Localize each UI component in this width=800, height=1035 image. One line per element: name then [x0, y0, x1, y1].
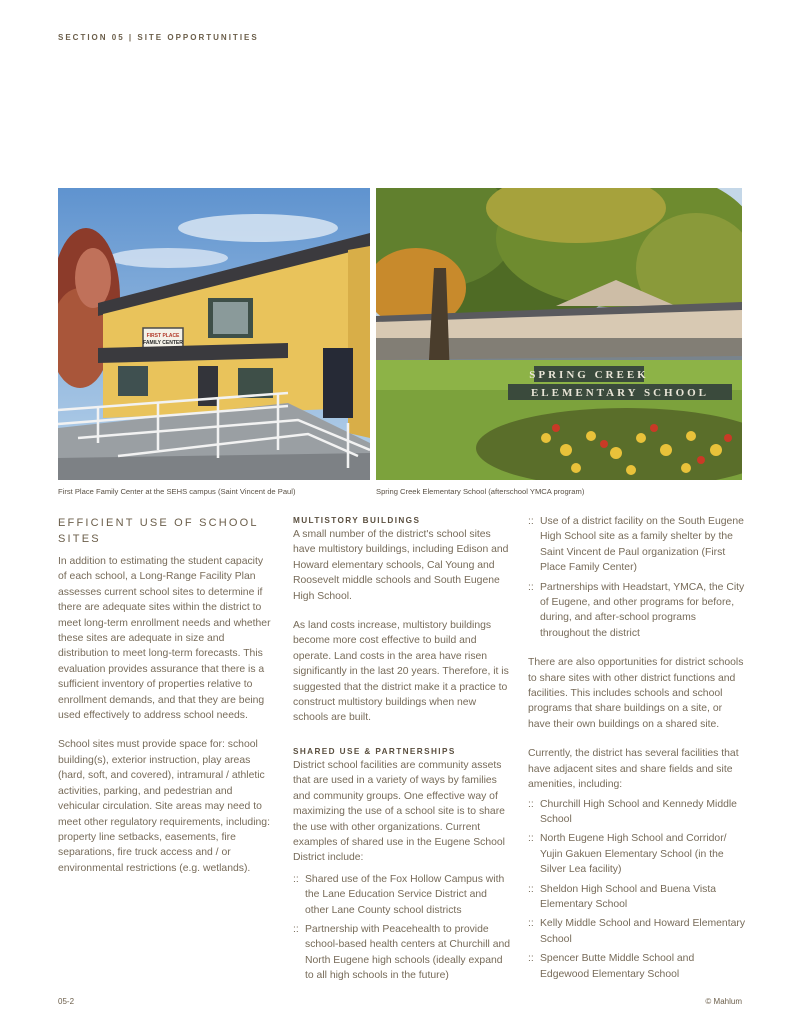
paragraph-land-costs: As land costs increase, multistory buildings become more cost effective to build and operate. Land costs in the area have risen significantly in the last 20 years. Therefore, it is suggested that the district make it a practice to construct multistory buildings when new schools are built. [293, 620, 509, 724]
photo-caption-spring-creek: Spring Creek Elementary School (afterschool YMCA program) [376, 487, 585, 496]
family-center-photo [58, 188, 370, 480]
column-shared-sites [528, 514, 746, 986]
paragraph-community-assets: District school facilities are community assets that are used in a variety of ways by families and community groups. One effective way of maximizing the use of a school site is to share the use with other organizations. Current examples of shared use in the Eugene School District include: [293, 759, 505, 864]
paragraph-share-sites: There are also opportunities for district schools to share sites with other district functions and facilities. This includes schools and school programs that share buildings on a site, or have their own buildings on a shared site. [528, 657, 744, 730]
spring-creek-photo [376, 188, 742, 480]
list-item: :: Sheldon High School and Buena Vista Elementary School [528, 883, 717, 910]
list-item: :: Partnership with Peacehealth to provide school-based health centers at Churchill and North Eugene high schools (ideally expand to all high schools in the future) [293, 923, 511, 982]
list-item: :: Spencer Butte Middle School and Edgewood Elementary School [528, 953, 695, 980]
bullet-marker: :: [528, 953, 534, 965]
bullet-marker: :: [528, 833, 534, 845]
copyright-credit: © Mahlum [705, 997, 742, 1006]
section-header: SECTION 05 | SITE OPPORTUNITIES [58, 33, 259, 42]
bullet-marker: :: [293, 873, 299, 885]
column-efficient-use [58, 515, 272, 890]
paragraph-multistory-sites: A small number of the district's school sites have multistory buildings, including Edison and Howard elementary schools, Cal Young and Roosevelt middle schools and South Eugene High School. [293, 529, 509, 602]
paragraph-adjacent-sites: Currently, the district has several facilities that have adjacent sites and share fields and site amenities, including: [528, 748, 739, 791]
list-item: :: Churchill High School and Kennedy Middle School [528, 798, 737, 825]
bullet-marker: :: [293, 923, 299, 935]
heading-multistory: MULTISTORY BUILDINGS [293, 516, 421, 525]
list-item: :: Partnerships with Headstart, YMCA, the City of Eugene, and other programs for before, during, and after-school programs throughout the district [528, 581, 745, 639]
heading-shared-use: SHARED USE & PARTNERSHIPS [293, 746, 456, 756]
bullet-marker: :: [528, 883, 534, 895]
paragraph-site-space: School sites must provide space for: school building(s), exterior instruction, play areas (hard, soft, and covered), intramural / athletic activities, parking, and pedestrian and vehicular circulation. Site areas may need to meet other regulatory requirements, including: property line setbacks, easements, fire separations, fire truck access and / or environmental restrictions (e.g. wetlands). [58, 739, 270, 874]
paragraph-capacity: In addition to estimating the student capacity of each school, a Long-Range Facility Plan assesses current school sites to determine if there are adequate sites within the district to meet long-term enrollment needs and whether these sites are adequate in size and distribution to meet long-term forecasts. This evaluation provides assurance that there is a sufficient inventory of properties relative to enrollment demands, and that they are being used effectively to address school needs. [58, 556, 271, 722]
bullet-marker: :: [528, 798, 534, 810]
list-item: :: Use of a district facility on the South Eugene High School site as a family shelter by the Saint Vincent de Paul organization (First Place Family Center) [528, 516, 744, 574]
page-number: 05-2 [58, 997, 75, 1006]
list-item: :: Shared use of the Fox Hollow Campus with the Lane Education Service District and other Lane County school districts [293, 873, 505, 916]
sign-line-2: ELEMENTARY SCHOOL [530, 387, 710, 399]
list-item: :: North Eugene High School and Corridor/ Yujin Gakuen Elementary School (in the Silver Lea facility) [528, 833, 727, 876]
sign-line-1: SPRING CREEK [529, 369, 649, 381]
bullet-marker: :: [528, 581, 534, 593]
bullet-marker: :: [528, 918, 534, 930]
sign-line-1: FIRST PLACE [146, 333, 180, 339]
heading-efficient-use: EFFICIENT USE OF SCHOOL SITES [58, 517, 259, 545]
column-multistory [293, 515, 513, 988]
sign-line-2: FAMILY CENTER [143, 340, 183, 346]
photo-caption-family-center: First Place Family Center at the SEHS campus (Saint Vincent de Paul) [58, 487, 296, 496]
bullet-marker: :: [528, 516, 534, 527]
list-item: :: Kelly Middle School and Howard Elementary School [528, 918, 746, 945]
